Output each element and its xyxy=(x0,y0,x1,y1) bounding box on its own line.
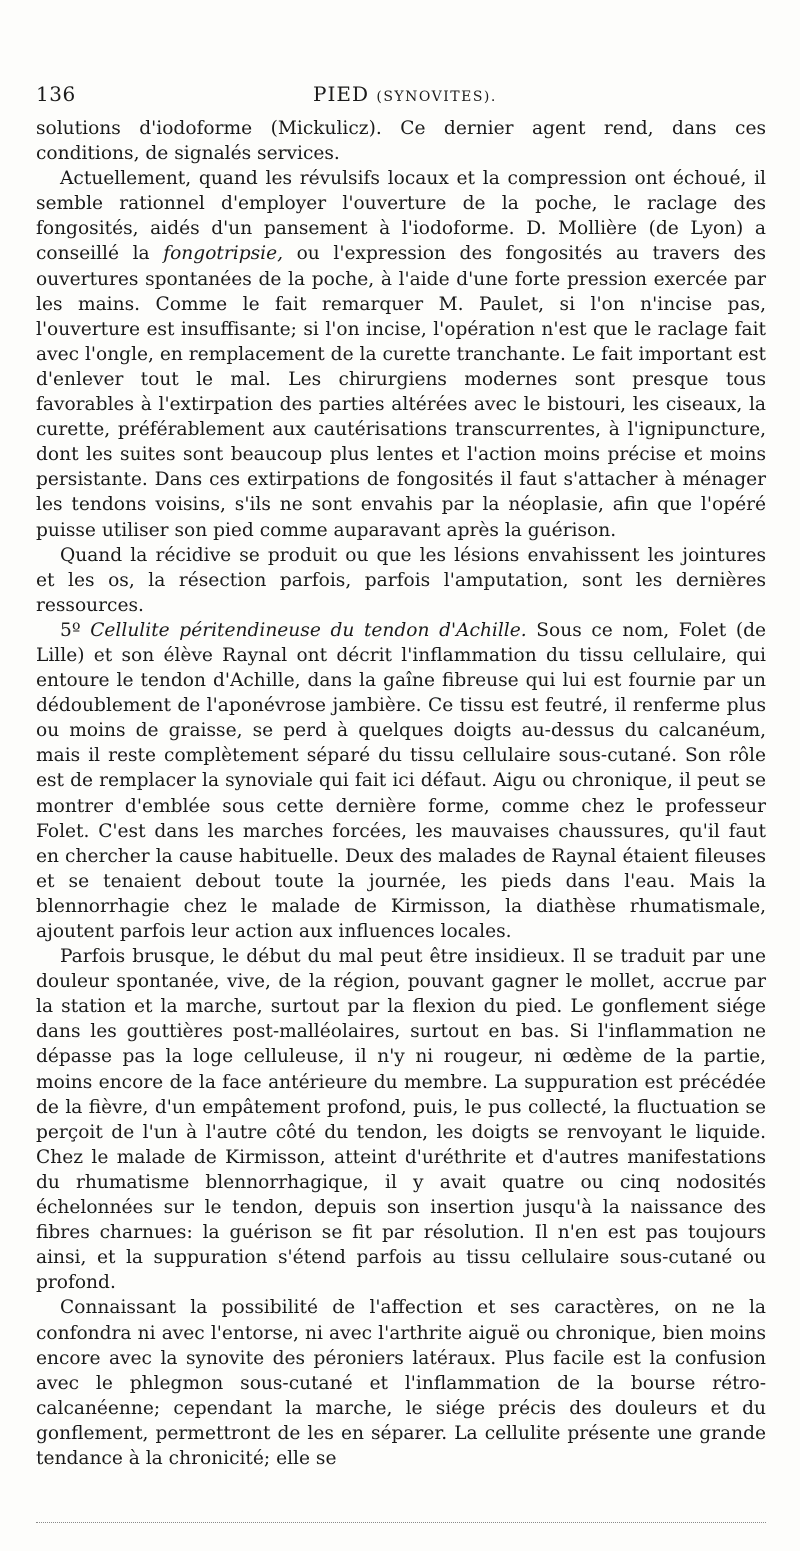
section-heading: Cellulite péritendineuse du tendon d'Achille. xyxy=(90,619,527,641)
paragraph xyxy=(36,166,766,542)
page-number: 136 xyxy=(36,82,76,106)
section-number: 5º xyxy=(60,619,91,641)
body-text xyxy=(36,116,766,1471)
text-run: Actuellement, quand les révulsifs locaux et la compression ont échoué, il semble rationnel d'employer l'ouverture de la poche, le raclage des fongosités, aidés d'un pansement à l'iodoforme. D. Mollière (de Lyon) a conseillé la xyxy=(36,168,766,265)
running-title-subtitle: (SYNOVITES). xyxy=(376,89,497,105)
paragraph xyxy=(36,618,766,944)
text-run: Sous ce nom, Folet (de Lille) et son élève Raynal ont décrit l'inflammation du tissu cellulaire, qui entoure le tendon d'Achille, dans la gaîne fibreuse qui lui est fournie par un dédoublement de l'aponévrose jambière. Ce tissu est feutré, il renferme plus ou moins de graisse, se perd à quelques doigts au-dessus du calcanéum, mais il reste complètement séparé du tissu cellulaire sous-cutané. Son rôle est de remplacer la synoviale qui fait ici défaut. Aigu ou chronique, il peut se montrer d'emblée sous cette dernière forme, comme chez le professeur Folet. C'est dans les marches forcées, les mauvaises chaussures, qu'il faut en chercher la cause habituelle. Deux des malades de Raynal étaient fileuses et se tenaient debout toute la journée, les pieds dans l'eau. Mais la blennorrhagie chez le malade de Kirmisson, la diathèse rhumatismale, ajoutent parfois leur action aux influences locales. xyxy=(36,619,767,942)
running-title-main: PIED xyxy=(313,82,369,106)
page-header xyxy=(36,82,766,112)
italic-term: fongotripsie, xyxy=(163,243,283,265)
footer-rule xyxy=(36,1522,766,1523)
paragraph: Parfois brusque, le début du mal peut être insidieux. Il se traduit par une douleur spontanée, vive, de la région, pouvant gagner le mollet, accrue par la station et la marche, surtout par la flexion du pied. Le gonflement siége dans les gouttières post-malléolaires, surtout en bas. Si l'inflammation ne dépasse pas la loge celluleuse, il n'y ni rougeur, ni œdème de la partie, moins encore de la face antérieure du membre. La suppuration est précédée de la fièvre, d'un empâtement profond, puis, le pus collecté, la fluctuation se perçoit de l'un à l'autre côté du tendon, les doigts se renvoyant le liquide. Chez le malade de Kirmisson, atteint d'uréthrite et d'autres manifestations du rhumatisme blennorrhagique, il y avait quatre ou cinq nodosités échelonnées sur le tendon, depuis son insertion jusqu'à la naissance des fibres charnues: la guérison se fit par résolution. Il n'en est pas toujours ainsi, et la suppuration s'étend parfois au tissu cellulaire sous-cutané ou profond. xyxy=(36,946,766,1294)
text-run: ou l'expression des fongosités au travers des ouvertures spontanées de la poche, à l'aide d'une forte pression exercée par les mains. Comme le fait remarquer M. Paulet, si l'on n'incise pas, l'ouverture est insuffisante; si l'on incise, l'opération n'est que le raclage fait avec l'ongle, en remplacement de la curette tranchante. Le fait important est d'enlever tout le mal. Les chirurgiens modernes sont presque tous favorables à l'extirpation des parties altérées avec le bistouri, les ciseaux, la curette, préférablement aux cautérisations transcurrentes, à l'ignipuncture, dont les suites sont beaucoup plus lentes et l'action moins précise et moins persistante. Dans ces extirpations de fongosités il faut s'attacher à ménager les tendons voisins, s'ils ne sont envahis par la néoplasie, afin que l'opéré puisse utiliser son pied comme auparavant après la guérison. xyxy=(36,243,766,541)
paragraph: solutions d'iodoforme (Mickulicz). Ce dernier agent rend, dans ces conditions, de signalés services. xyxy=(36,118,766,165)
paragraph: Connaissant la possibilité de l'affection et ses caractères, on ne la confondra ni avec l'entorse, ni avec l'arthrite aiguë ou chronique, bien moins encore avec la synovite des péroniers latéraux. Plus facile est la confusion avec le phlegmon sous-cutané et l'inflammation de la bourse rétro-calcanéenne; cependant la marche, le siége précis des douleurs et du gonflement, permettront de les en séparer. La cellulite présente une grande tendance à la chronicité; elle se xyxy=(36,1297,766,1469)
running-title xyxy=(313,82,497,106)
paragraph: Quand la récidive se produit ou que les lésions envahissent les jointures et les os, la résection parfois, parfois l'amputation, sont les dernières ressources. xyxy=(36,544,766,616)
